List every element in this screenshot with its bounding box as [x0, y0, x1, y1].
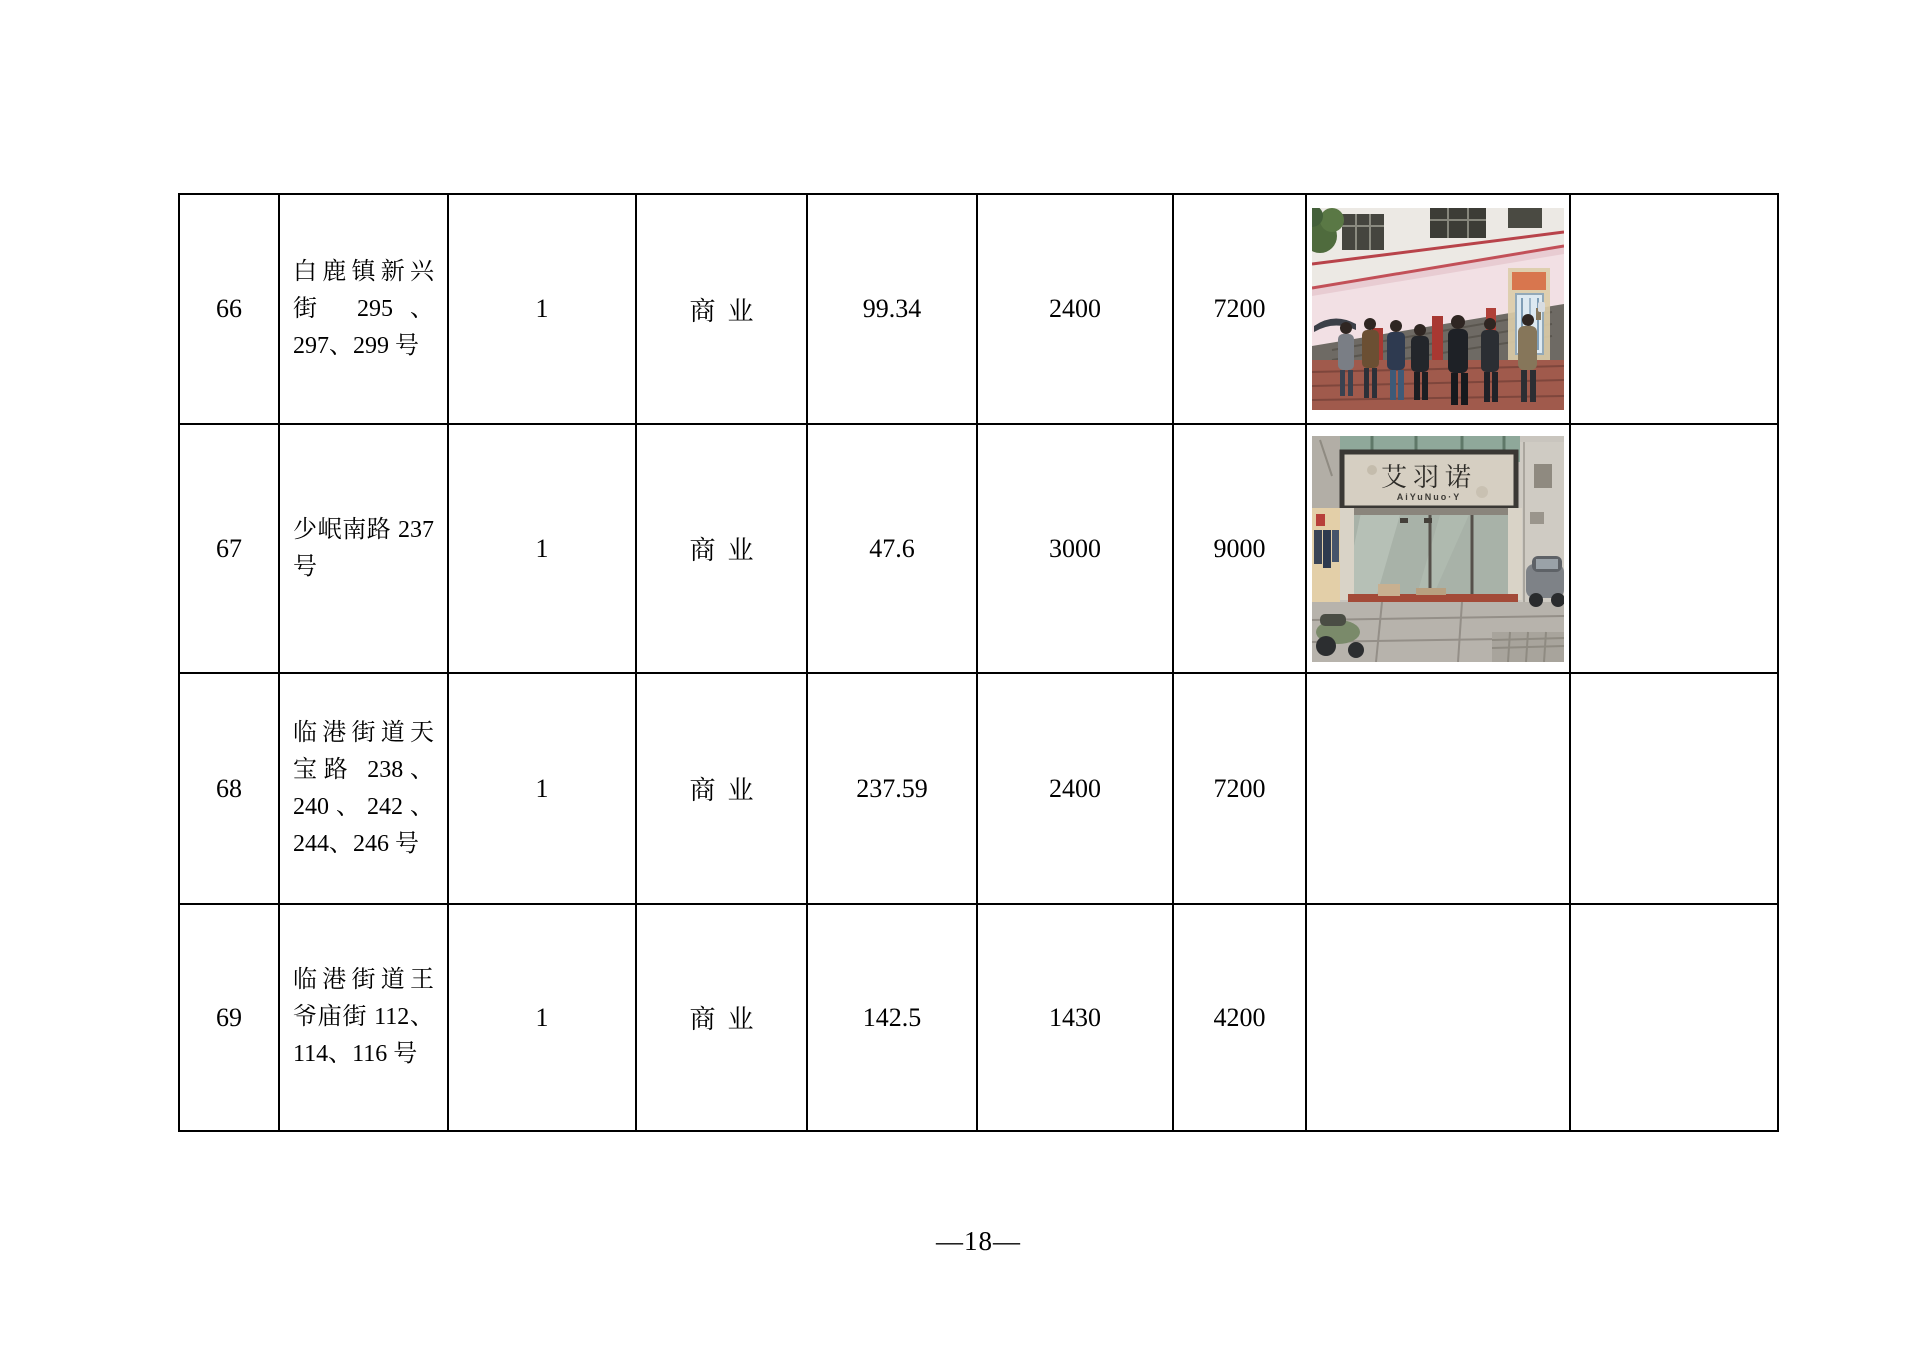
type-value: 商业: [689, 536, 766, 565]
type-value: 商业: [689, 1005, 766, 1034]
cell-index-69: [180, 905, 280, 1130]
unit-price-value: 2400: [1049, 294, 1101, 323]
cell-note-68: [1571, 674, 1777, 905]
address-text: 少岷南路 237 号: [293, 516, 434, 580]
property-table: [178, 193, 1779, 1132]
address-text: 临港街道王爷庙街 112、114、116 号: [293, 967, 434, 1067]
cell-area-68: [808, 674, 978, 905]
total-price-value: 9000: [1213, 533, 1266, 563]
unit-price-value: 1430: [1049, 1002, 1101, 1032]
cell-index-66: [180, 195, 280, 425]
cell-count-68: [449, 674, 637, 905]
unit-price-value: 2400: [1049, 773, 1101, 803]
cell-index-67: [180, 425, 280, 674]
street-inspection-photo: [1312, 208, 1564, 410]
cell-total-price-69: [1174, 905, 1307, 1130]
page-number: —18—: [936, 1226, 1021, 1256]
cell-type-66: [637, 195, 808, 425]
cell-area-66: [808, 195, 978, 425]
count-value: 1: [535, 1002, 549, 1032]
address-text: 临港街道天宝路 238、240、242、244、246 号: [293, 719, 434, 857]
cell-unit-price-66: [978, 195, 1174, 425]
type-value: 商业: [689, 776, 766, 805]
unit-price-value: 3000: [1049, 533, 1101, 563]
cell-photo-69: [1307, 905, 1571, 1130]
row-index: 67: [216, 533, 242, 563]
cell-address-69: [280, 905, 449, 1130]
cell-area-67: [808, 425, 978, 674]
cell-photo-68: [1307, 674, 1571, 905]
area-value: 237.59: [856, 773, 928, 803]
cell-address-67: [280, 425, 449, 674]
cell-note-67: [1571, 425, 1777, 674]
cell-count-66: [449, 195, 637, 425]
aiyunuo-storefront-photo: [1312, 436, 1564, 662]
cell-unit-price-68: [978, 674, 1174, 905]
total-price-value: 4200: [1213, 1002, 1266, 1032]
total-price-value: 7200: [1213, 773, 1266, 803]
cell-type-67: [637, 425, 808, 674]
cell-count-69: [449, 905, 637, 1130]
total-price-value: 7200: [1213, 294, 1266, 323]
cell-unit-price-67: [978, 425, 1174, 674]
row-index: 69: [216, 1002, 242, 1032]
address-text: 白鹿镇新兴街 295、297、299 号: [293, 258, 434, 359]
cell-area-69: [808, 905, 978, 1130]
cell-unit-price-69: [978, 905, 1174, 1130]
cell-type-69: [637, 905, 808, 1130]
cell-note-69: [1571, 905, 1777, 1130]
count-value: 1: [535, 533, 549, 563]
cell-photo-67: [1307, 425, 1571, 674]
row-index: 68: [216, 773, 242, 803]
cell-total-price-67: [1174, 425, 1307, 674]
cell-photo-66: [1307, 195, 1571, 425]
cell-note-66: [1571, 195, 1777, 425]
cell-address-66: [280, 195, 449, 425]
cell-index-68: [180, 674, 280, 905]
storefront-sign-subtext: AiYuNuo·Y: [1396, 491, 1462, 502]
cell-total-price-68: [1174, 674, 1307, 905]
count-value: 1: [535, 294, 549, 323]
area-value: 99.34: [862, 294, 922, 323]
storefront-sign-text: 艾羽诺: [1380, 462, 1478, 492]
type-value: 商业: [689, 296, 766, 326]
count-value: 1: [535, 773, 549, 803]
cell-total-price-66: [1174, 195, 1307, 425]
cell-address-68: [280, 674, 449, 905]
cell-count-67: [449, 425, 637, 674]
row-index: 66: [216, 294, 242, 323]
cell-type-68: [637, 674, 808, 905]
area-value: 47.6: [869, 533, 915, 563]
area-value: 142.5: [862, 1002, 922, 1032]
